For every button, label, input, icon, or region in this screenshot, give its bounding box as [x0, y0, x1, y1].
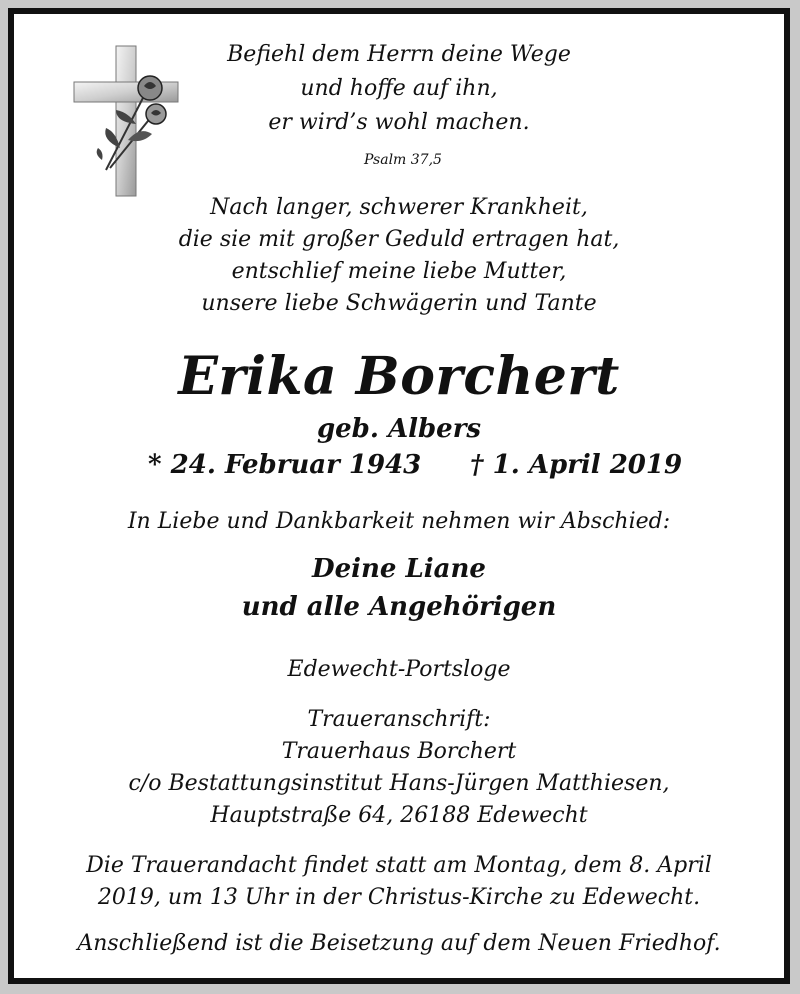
psalm-line-3: er wird’s wohl machen. — [268, 110, 530, 135]
psalm-line-1: Befiehl dem Herrn deine Wege — [227, 42, 571, 67]
address-line-3: c/o Bestattungsinstitut Hans-Jürgen Matthiesen, — [128, 771, 670, 796]
address-line-2: Trauerhaus Borchert — [281, 739, 517, 764]
death-date: † 1. April 2019 — [470, 450, 683, 480]
service-line-1: Die Trauerandacht findet statt am Montag, dem 8. April — [86, 853, 712, 878]
intro-line-4: unsere liebe Schwägerin und Tante — [201, 291, 597, 316]
deceased-name: Erika Borchert — [178, 346, 620, 407]
intro-line-3: entschlief meine liebe Mutter, — [231, 259, 567, 284]
burial-text: Anschließend ist die Beisetzung auf dem Neuen Friedhof. — [77, 931, 721, 956]
service-line-2: 2019, um 13 Uhr in der Christus-Kirche zu Edewecht. — [97, 885, 701, 910]
address-line-1: Traueranschrift: — [307, 707, 491, 732]
mourner-line-2: und alle Angehörigen — [241, 592, 557, 622]
mourner-line-1: Deine Liane — [312, 554, 486, 584]
birth-date: * 24. Februar 1943 — [148, 450, 422, 480]
place-text: Edewecht-Portsloge — [287, 657, 511, 682]
psalm-line-2: und hoffe auf ihn, — [300, 76, 498, 101]
psalm-reference: Psalm 37,5 — [364, 152, 442, 168]
intro-line-2: die sie mit großer Geduld ertragen hat, — [178, 227, 620, 252]
farewell-text: In Liebe und Dankbarkeit nehmen wir Abschied: — [127, 509, 671, 534]
birth-name: geb. Albers — [316, 414, 482, 444]
obituary-card — [8, 8, 790, 984]
intro-line-1: Nach langer, schwerer Krankheit, — [210, 195, 588, 220]
address-line-4: Hauptstraße 64, 26188 Edewecht — [210, 803, 588, 828]
